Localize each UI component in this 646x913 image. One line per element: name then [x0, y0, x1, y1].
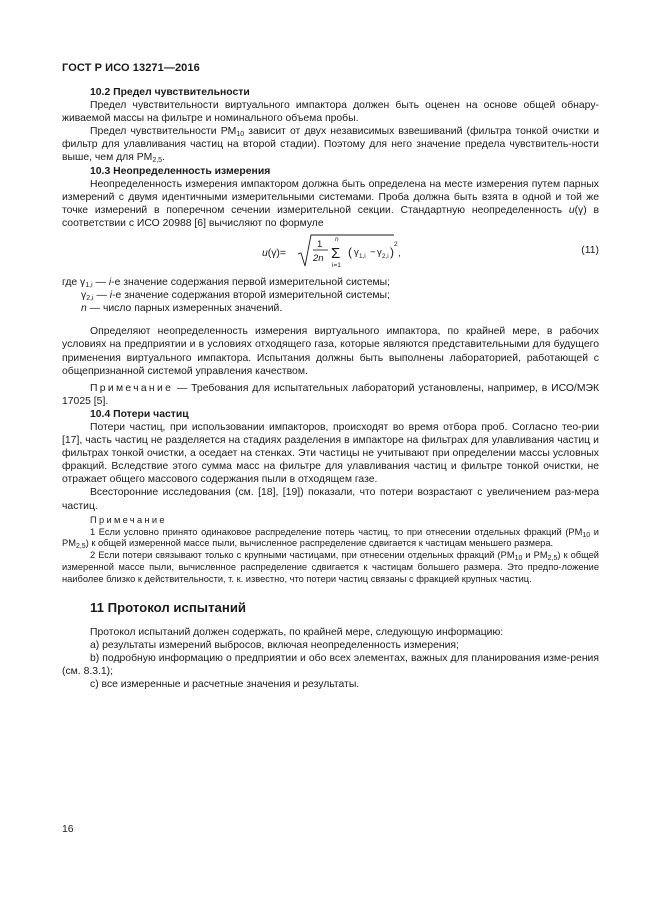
svg-text:): ) [390, 245, 394, 260]
section-heading-10-3: 10.3 Неопределенность измерения [90, 165, 271, 177]
gamma-2: γ [377, 247, 382, 259]
note-1 [62, 527, 599, 551]
text-run: . [162, 152, 165, 164]
minus-sign: − [370, 247, 376, 259]
paragraph-losses-1: Потери частиц, при использовании импакторов, происходят во время отбора проб. Согласно тео-рии [17], часть частиц не разделяется на стадиях разделения в импакторе на фильтрах для улавливания частиц и фильтрах тонкой очистки, а оседает на стенках. Эти частицы не учитывают при определении массы условных фракций. Вследствие этого сумма масс на фильтре для улавливания частиц и фильтре тонкой очистки, не отражает общего массового содержания пыли в отходящем газе. [62, 421, 599, 486]
section-heading-11: 11 Протокол испытаний [90, 600, 247, 616]
section-heading-10-4: 10.4 Потери частиц [90, 408, 189, 420]
text-run: 1 Если условно принято одинаковое распределение потерь частиц, то при отнесении отдельных фракций (PM [90, 526, 583, 537]
text-run: ) к общей измеренной массе пыли, вычисленное распределение сдвигается к частицам меньшего размера. [85, 538, 554, 549]
symbol-i: i [108, 277, 112, 289]
formula-u: u [262, 248, 268, 260]
fraction-denominator: 2n [313, 253, 324, 265]
symbol-u: u [568, 204, 575, 216]
equation-number: (11) [581, 245, 599, 257]
list-item-b: b) подробную информацию о предприятии и обо всех элементах, важных для планирования изме-рения (см. 8.3.1); [62, 653, 599, 678]
text-run: Предел чувствительности PM [90, 126, 237, 138]
subscript: 2,5 [75, 543, 86, 551]
page-number: 16 [62, 824, 74, 835]
note-label: Примечание [90, 382, 174, 394]
note-labs [62, 382, 599, 408]
svg-text:u(γ)= [262, 248, 286, 259]
gamma-1: γ [354, 247, 359, 259]
text-run: где γ [62, 277, 86, 289]
square-exponent: 2 [394, 241, 398, 249]
subscript: 2,5 [547, 555, 558, 563]
formula-svg [262, 232, 462, 272]
svg-text:(: ( [348, 245, 352, 260]
gamma-1-subscript: 1,i [359, 253, 366, 261]
text-run: и PM [62, 526, 599, 549]
paragraph-sensitivity-2 [62, 125, 599, 164]
text-run: и PM [522, 550, 548, 561]
text-run: — [93, 290, 110, 302]
text-run: Неопределенность измерения импактором должна быть определена на месте измерения путем парных измерений с двумя идентичными измерительными системами. Проба должна быть взята в одной и той же точке измерений в поперечном сечении измерительной секции. Стандартную неопределенность [62, 178, 599, 216]
fraction-numerator: 1 [317, 239, 323, 251]
text-run: -е значение содержания первой измерительной системы; [111, 277, 390, 289]
text-run: ) к общей измеренной массе пыли, вычисленное распределение сдвигается к частицам большего размера. Это предпо-ложение наиболее близко к действительности, т. к. известно, что потери частиц связаны с фракцией крупных частиц. [62, 550, 599, 585]
paragraph-uncertainty-2: Определяют неопределенность измерения виртуального импактора, по крайней мере, в рабочих условиях на предприятии и в условиях отходящего газа, которые являются представительными для будущего применения виртуального импактора. Испытания должны быть выполнены лабораторией, работающей с общепризнанной системой управления качеством. [62, 326, 599, 377]
list-item-a: a) результаты измерений выбросов, включая неопределенность измерения; [90, 640, 459, 652]
symbol-n: n [81, 303, 87, 315]
notes-label: Примечание [90, 514, 167, 525]
list-item-c: c) все измеренные и расчетные значения и результаты. [90, 679, 360, 691]
document-header: ГОСТ Р ИСО 13271—2016 [62, 62, 200, 74]
definition-n [62, 302, 599, 315]
section-heading-10-2: 10.2 Предел чувствительности [90, 87, 250, 98]
subscript: 10 [236, 131, 245, 139]
text-run: — число парных измеренных значений. [86, 303, 283, 315]
paragraph-losses-2: Всесторонние исследования (см. [18], [19]) показали, что потери возрастают с увеличением раз-мера частиц. [62, 487, 599, 512]
text-run: -е значение содержания второй измерительной системы; [112, 290, 390, 302]
subscript: 2,i [86, 295, 94, 303]
formula-lhs: (γ)= [267, 248, 286, 260]
paragraph-sensitivity-1: Предел чувствительности виртуального импактора должен быть оценен на основе общей обнару-живаемой массы на фильтре и номинального объема пробы. [62, 100, 599, 125]
subscript: 2,5 [152, 157, 163, 165]
text-run: — [92, 277, 109, 289]
subscript: 1,i [85, 282, 93, 290]
text-run: γ [81, 290, 87, 302]
definition-gamma-1 [62, 276, 599, 289]
text-run: (γ) в соответствии с ИСО 20988 [6] вычисляют по формуле [62, 204, 599, 229]
paragraph-uncertainty-1 [62, 178, 599, 230]
page-content [62, 86, 599, 692]
note-text: — Требования для испытательных лабораторий установлены, например, в ИСО/МЭК 17025 [5]. [62, 382, 599, 407]
formula-11 [62, 232, 599, 272]
definition-gamma-2 [62, 289, 599, 302]
note-2 [62, 550, 599, 586]
text-run: зависит от двух независимых взвешиваний (фильтра тонкой очистки и фильтр для улавливания частиц на второй стадии). Поэтому для него значение предела чувствитель-ности выше, чем для PM [62, 126, 600, 164]
sum-lower-limit: i=1 [332, 262, 341, 270]
subscript: 10 [514, 555, 523, 563]
formula-comma: , [398, 248, 401, 260]
gamma-2-subscript: 2,i [382, 253, 389, 261]
symbol-i: i [109, 290, 113, 302]
paragraph-protocol: Протокол испытаний должен содержать, по крайней мере, следующую информацию: [90, 627, 504, 639]
subscript: 10 [582, 531, 591, 539]
sum-upper-limit: n [335, 236, 339, 244]
sum-symbol: Σ [331, 245, 341, 263]
text-run: 2 Если потери связывают только с крупными частицами, при отнесении отдельных фракций (PM [90, 550, 515, 561]
